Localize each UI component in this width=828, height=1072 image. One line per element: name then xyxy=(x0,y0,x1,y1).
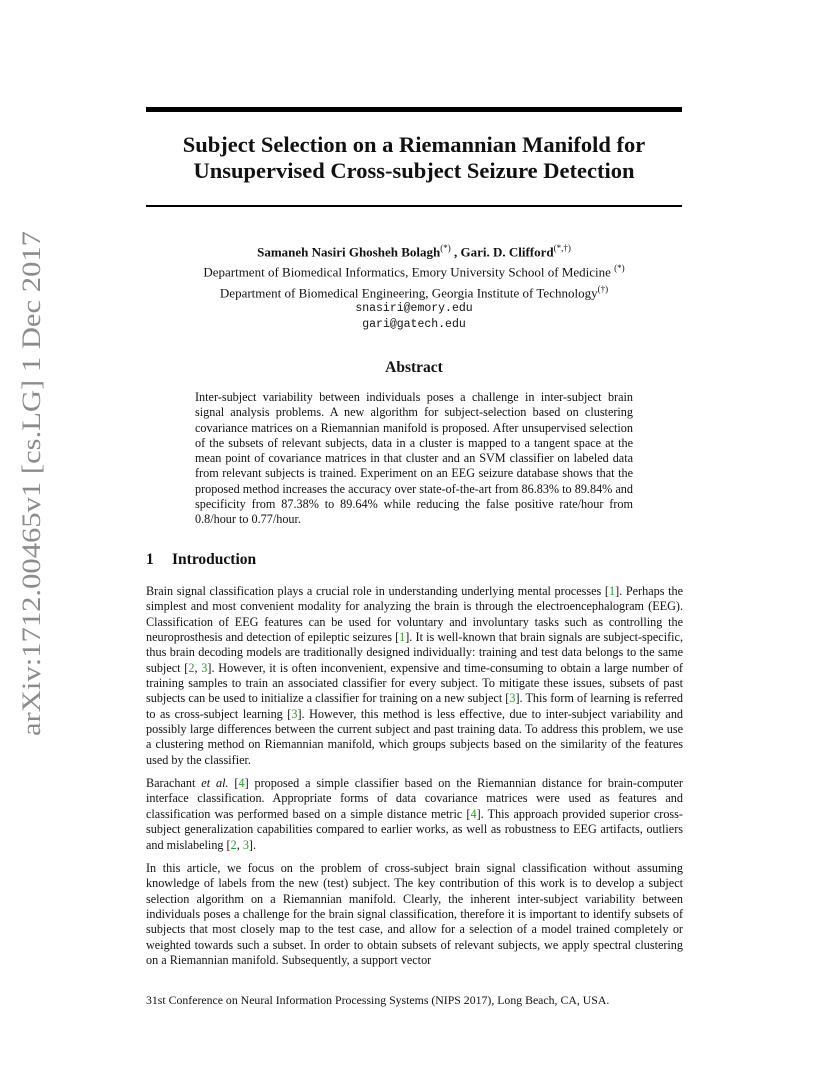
affiliation-2 xyxy=(150,281,678,301)
para1-text-b: ]. Perhaps the simplest and most convenient modality for analyzing the brain is through the electroencephalogram (EEG). Classification of EEG features can be used for voluntary and involuntary tasks such as controlling the neuroprosthesis and detection of epileptic seizures [ xyxy=(146,584,683,645)
email-1[interactable]: snasiri@emory.edu xyxy=(355,301,473,315)
affiliation-1 xyxy=(150,260,678,280)
citation-link[interactable]: 2 xyxy=(230,837,237,852)
title-top-rule xyxy=(146,107,682,112)
paper-title xyxy=(130,132,698,184)
para2-text-b: [ xyxy=(228,776,239,791)
paragraph-1 xyxy=(146,584,683,768)
para1-text-f: ]. This form of learning is referred to as cross-subject learning [ xyxy=(146,691,684,721)
author-separator: , xyxy=(450,244,461,260)
paragraph-2 xyxy=(146,776,683,853)
citation-link[interactable]: 3 xyxy=(291,706,298,721)
body-text xyxy=(146,584,683,976)
citation-link[interactable]: 3 xyxy=(242,837,249,852)
title-bottom-rule xyxy=(146,205,682,207)
para2-text-c: ] proposed a simple classifier based on the Riemannian distance for brain-computer interface classification. Appropriate forms of data covariance matrices were used as features and classification was performed based on a simple distance metric [ xyxy=(146,776,683,821)
para2-text-d: ]. This approach provided superior cross-subject generalization capabilities compared to earlier works, as well as robustness to EEG artifacts, outliers and mislabeling [ xyxy=(146,806,683,852)
para1-text-e: ]. However, it is often inconvenient, expensive and time-consuming to obtain a large number of training samples to train an associated classifier for every subject. To mitigate these issues, subsets of past subjects can be used to initialize a classifier for training on a new subject [ xyxy=(146,660,683,706)
author-names xyxy=(150,240,678,260)
paragraph-3: In this article, we focus on the problem of cross-subject brain signal classification without assuming knowledge of labels from the new (test) subject. The key contribution of this work is to develop a subject selection algorithm on a Riemannian manifold. Clearly, the inherent inter-subject variability between individuals poses a challenge for the brain signal classification, therefore it is important to identify subsets of subjects that most closely map to the test case, and allow for a selection of a model trained completely or weighted towards such a subset. In order to obtain subsets of relevant subjects, we apply spectral clustering on a Riemannian manifold. Subsequently, a support vector xyxy=(146,860,683,967)
para2-text-f: ]. xyxy=(248,837,257,852)
para1-text-d: , xyxy=(194,660,202,675)
affiliation-1-text: Department of Biomedical Informatics, Emory University School of Medicine xyxy=(203,264,615,280)
para2-etal: et al. xyxy=(201,776,229,791)
para1-text-c: ]. It is well-known that brain signals are subject-specific, thus brain decoding models are traditionally designed individually: training and test data belongs to the same subject [ xyxy=(146,630,684,675)
affiliation-1-mark: (*) xyxy=(614,263,625,274)
title-line-2: Unsupervised Cross-subject Seizure Detection xyxy=(193,158,635,183)
citation-link[interactable]: 3 xyxy=(201,660,208,675)
para1-text-a: Brain signal classification plays a crucial role in understanding underlying mental processes [ xyxy=(146,584,609,598)
conference-footer: 31st Conference on Neural Information Processing Systems (NIPS 2017), Long Beach, CA, USA. xyxy=(146,993,610,1007)
affiliation-2-mark: (†) xyxy=(597,283,609,294)
email-2[interactable]: gari@gatech.edu xyxy=(362,317,466,331)
author-2: Gari. D. Clifford xyxy=(460,244,554,260)
section-title: Introduction xyxy=(172,551,257,568)
citation-link[interactable]: 4 xyxy=(238,776,245,791)
arxiv-side-stamp xyxy=(10,226,50,746)
citation-link[interactable]: 2 xyxy=(188,660,195,675)
author-1: Samaneh Nasiri Ghosheh Bolagh xyxy=(257,244,441,260)
citation-link[interactable]: 4 xyxy=(470,806,477,821)
para2-text-a: Barachant xyxy=(146,776,202,791)
author-2-mark: (*,†) xyxy=(553,243,571,253)
citation-link[interactable]: 1 xyxy=(399,630,406,645)
abstract-text: Inter-subject variability between individuals poses a challenge in inter-subject brain signal analysis problems. A new algorithm for subject-selection based on clustering covariance matrices on a Riemannian manifold is proposed. After unsupervised selection of the subsets of relevant subjects, data in a cluster is mapped to a tangent space at the mean point of covariance matrices in that cluster and an SVM classifier on labeled data from relevant subjects is trained. Experiment on an EEG seizure database shows that the proposed method increases the accuracy over state-of-the-art from 86.83% to 89.84% and specificity from 87.38% to 89.64% while reducing the false positive rate/hour from 0.8/hour to 0.77/hour. xyxy=(195,390,633,527)
section-heading xyxy=(146,551,256,569)
title-line-1: Subject Selection on a Riemannian Manifold for xyxy=(182,132,646,157)
citation-link[interactable]: 1 xyxy=(608,584,616,598)
citation-link[interactable]: 3 xyxy=(509,691,516,706)
section-number: 1 xyxy=(146,551,154,568)
para1-text-g: ]. However, this method is less effective, due to inter-subject variability and possibly large differences between the current subject and past training data. To address this problem, we use a clustering method on Riemannian manifold, which groups subjects based on the similarity of the features used by the classifier. xyxy=(146,706,684,767)
author-1-mark: (*) xyxy=(440,243,451,253)
affiliation-2-text: Department of Biomedical Engineering, Georgia Institute of Technology xyxy=(219,284,598,300)
author-block xyxy=(150,240,678,333)
para2-text-e: , xyxy=(236,837,243,852)
abstract-heading: Abstract xyxy=(385,359,443,376)
arxiv-id: arXiv:1712.00465v1 [cs.LG] 1 Dec 2017 xyxy=(17,307,46,736)
